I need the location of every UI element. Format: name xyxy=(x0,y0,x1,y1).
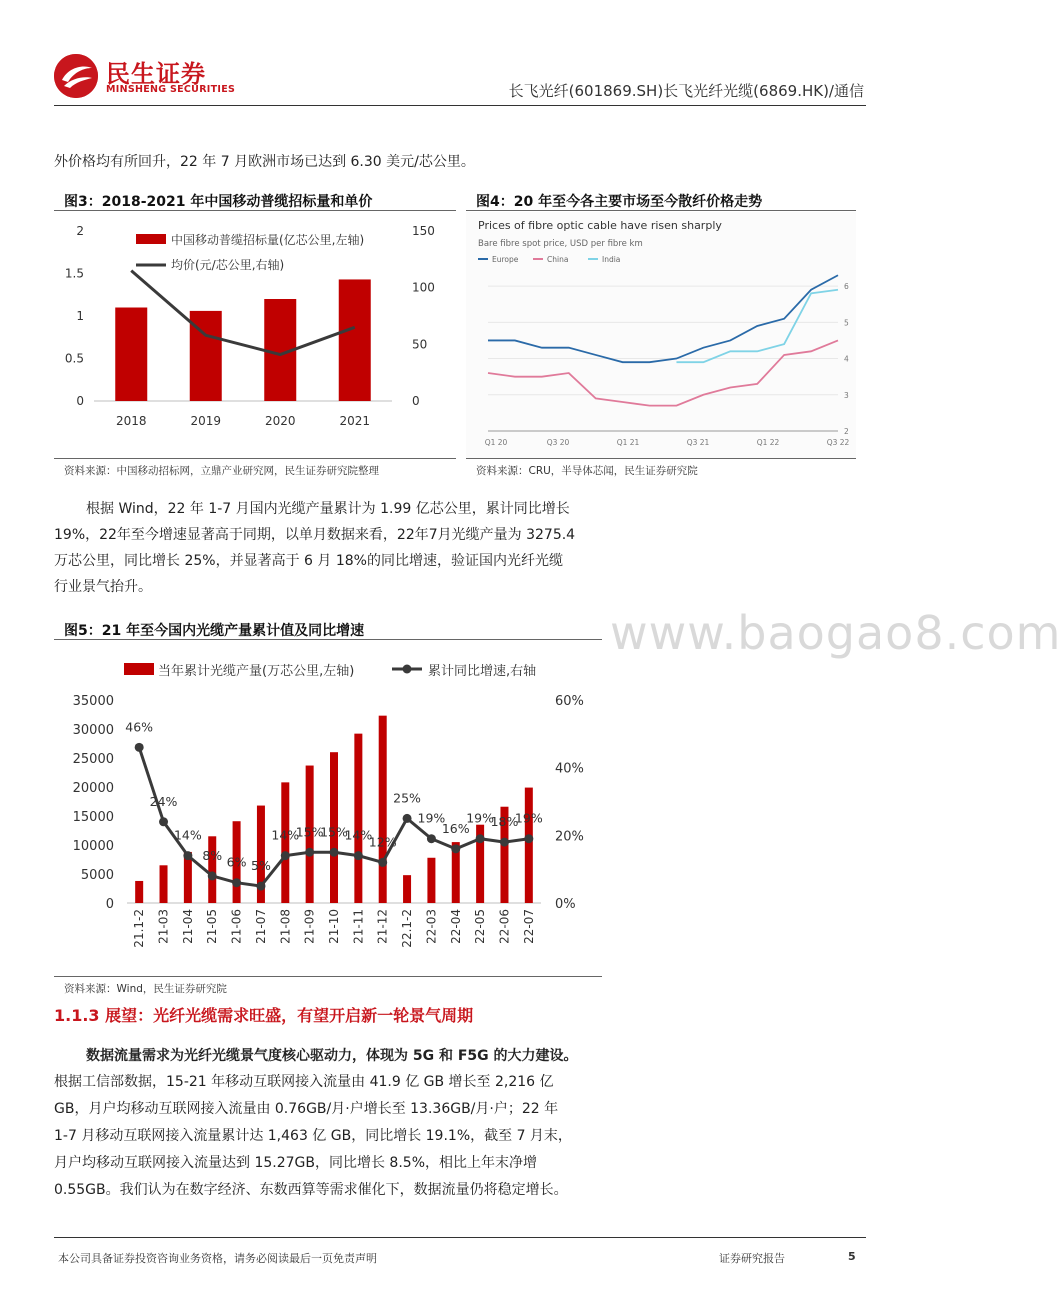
section-line-2: GB，月户均移动互联网接入流量由 0.76GB/月·户增长至 13.36GB/月·户；22 年 xyxy=(54,1101,559,1117)
fig5-x-tick: 21-10 xyxy=(327,909,341,944)
paragraph-mid-line-4: 行业景气抬升。 xyxy=(54,579,152,595)
paragraph-mid-line-2: 19%，22年至今增速显著高于同期，以单月数据来看，22年7月光缆产量为 3275.4 xyxy=(54,527,576,543)
fig5-data-label: 19% xyxy=(514,810,543,826)
fig4-y-tick: 4 xyxy=(844,354,849,364)
fig5-data-label: 15% xyxy=(295,824,324,840)
section-line-5: 0.55GB。我们认为在数字经济、东数西算等需求催化下，数据流量仍将稳定增长。 xyxy=(54,1182,568,1198)
fig5-data-label: 14% xyxy=(344,827,373,843)
paragraph-mid-line-3: 万芯公里，同比增长 25%，并显著高于 6 月 18%的同比增速，验证国内光纤光缆 xyxy=(54,553,563,569)
fig5-data-label: 19% xyxy=(417,810,446,826)
fig5-data-label: 6% xyxy=(226,854,247,870)
fig3-bottom-rule xyxy=(54,458,456,459)
fig3-y-left-tick: 2 xyxy=(76,224,84,238)
fig5-y-left-tick: 15000 xyxy=(72,810,114,825)
fig5-line-point xyxy=(159,817,168,826)
fig3-y-left-tick: 0 xyxy=(76,394,84,408)
fig4-chart-title: Prices of fibre optic cable have risen sharply xyxy=(478,219,722,232)
fig5-bar xyxy=(354,734,362,903)
fig5-data-label: 14% xyxy=(271,827,300,843)
fig5-line-point xyxy=(232,878,241,887)
fig3-y-right-tick: 100 xyxy=(412,280,435,295)
fig5-line-point xyxy=(427,834,436,843)
fig5-x-tick: 22.1-2 xyxy=(400,909,415,948)
fig5-data-label: 15% xyxy=(320,824,348,840)
fig4-x-tick: Q3 20 xyxy=(546,438,570,447)
fig3-x-tick: 2020 xyxy=(264,414,296,428)
fig5-data-label: 8% xyxy=(202,847,223,863)
fig3-y-left-tick: 0.5 xyxy=(64,351,84,366)
fig4-x-tick: Q1 22 xyxy=(756,438,780,447)
fig5-line-point xyxy=(378,858,387,867)
fig5-line-point xyxy=(281,851,290,860)
fig5-line-point xyxy=(330,848,339,857)
fig5-source: 资料来源：Wind，民生证券研究院 xyxy=(64,983,227,995)
footer-report-type: 证券研究报告 xyxy=(719,1252,785,1265)
fig5-y-right-tick: 0% xyxy=(555,897,576,912)
fig4-y-tick: 5 xyxy=(844,318,849,328)
footer-disclaimer: 本公司具备证券投资咨询业务资格，请务必阅读最后一页免责声明 xyxy=(58,1252,377,1265)
fig5-x-tick: 22-05 xyxy=(473,909,488,944)
section-line-4: 月户均移动互联网接入流量达到 15.27GB，同比增长 8.5%，相比上年末净增 xyxy=(54,1155,537,1171)
section-heading: 1.1.3 展望：光纤光缆需求旺盛，有望开启新一轮景气周期 xyxy=(54,1006,474,1025)
fig4-legend-label: India xyxy=(602,255,621,264)
fig5-x-tick: 21.1-2 xyxy=(132,909,147,948)
fig5-legend-line-label: 累计同比增速,右轴 xyxy=(428,664,537,679)
fig5-x-tick: 21-05 xyxy=(205,909,220,944)
fig3-x-tick: 2021 xyxy=(339,414,371,428)
fig5-line-point xyxy=(183,851,192,860)
fig4-title: 图4：20 年至今各主要市场至今散纤价格走势 xyxy=(476,194,763,210)
fig5-title-rule xyxy=(54,639,602,640)
fig3-legend-bar-swatch xyxy=(136,234,166,244)
fig5-y-right-tick: 20% xyxy=(555,829,584,845)
fig5-y-left-tick: 5000 xyxy=(80,868,114,883)
fig5-data-label: 16% xyxy=(441,820,470,836)
fig5-data-label: 5% xyxy=(251,858,271,874)
brand-name-en: MINSHENG SECURITIES xyxy=(106,84,236,95)
brand-logo-icon xyxy=(54,54,98,98)
section-line-3: 1-7 月移动互联网接入流量累计达 1,463 亿 GB，同比增长 19.1%，截至 7 月末， xyxy=(54,1128,572,1144)
fig5-line-point xyxy=(354,851,363,860)
fig3-title: 图3：2018-2021 年中国移动普缆招标量和单价 xyxy=(64,194,373,210)
fig5-line-point xyxy=(135,743,144,752)
fig5-line-point xyxy=(305,848,314,857)
fig5-line-point xyxy=(476,834,485,843)
fig5-line-point xyxy=(524,834,533,843)
fig4-legend-label: Europe xyxy=(492,255,519,264)
fig5-y-left-tick: 30000 xyxy=(72,723,114,738)
fig5-bar xyxy=(281,782,289,903)
footer-divider xyxy=(54,1237,866,1238)
fig4-chart-subtitle: Bare fibre spot price, USD per fibre km xyxy=(478,239,643,249)
fig5-data-label: 19% xyxy=(466,810,495,826)
fig5-x-tick: 21-09 xyxy=(302,909,317,944)
fig4-x-tick: Q3 21 xyxy=(686,438,710,447)
fig5-y-left-tick: 35000 xyxy=(72,694,114,709)
fig5-data-label: 25% xyxy=(393,790,421,806)
fig3-legend-bar-label: 中国移动普缆招标量(亿芯公里,左轴) xyxy=(171,233,365,247)
fig5-y-left-tick: 20000 xyxy=(72,781,114,796)
fig3-y-right-tick: 150 xyxy=(412,224,435,238)
report-title: 长飞光纤(601869.SH)长飞光纤光缆(6869.HK)/通信 xyxy=(508,82,864,100)
fig3-price-line xyxy=(131,271,355,355)
fig3-y-right-tick: 0 xyxy=(412,394,420,408)
fig4-title-rule xyxy=(466,210,856,211)
fig5-bar xyxy=(208,836,216,903)
fig5-chart xyxy=(54,648,602,976)
fig5-x-tick: 22-04 xyxy=(448,909,463,944)
fig5-line-point xyxy=(208,871,217,880)
paragraph-mid-line-1: 根据 Wind，22 年 1-7 月国内光缆产量累计为 1.99 亿芯公里，累计同比增长 xyxy=(86,501,570,517)
fig5-x-tick: 21-07 xyxy=(253,909,268,944)
fig5-x-tick: 21-08 xyxy=(278,909,293,944)
fig3-y-left-tick: 1 xyxy=(76,309,84,323)
fig5-line-point xyxy=(403,814,412,823)
fig5-bar xyxy=(525,788,533,903)
fig4-legend-label: China xyxy=(547,255,569,264)
fig4-y-tick: 2 xyxy=(844,427,849,436)
fig5-bottom-rule xyxy=(54,976,602,977)
fig5-x-tick: 22-03 xyxy=(424,909,439,944)
fig3-x-tick: 2018 xyxy=(115,414,147,428)
paragraph-top: 外价格均有所回升，22 年 7 月欧洲市场已达到 6.30 美元/芯公里。 xyxy=(54,154,475,170)
fig5-data-label: 46% xyxy=(125,719,154,735)
section-lead: 数据流量需求为光纤光缆景气度核心驱动力，体现为 5G 和 F5G 的大力建设。 xyxy=(86,1048,578,1064)
fig5-y-right-tick: 40% xyxy=(555,761,584,777)
fig5-x-tick: 21-12 xyxy=(375,909,390,944)
fig5-bar xyxy=(379,716,387,903)
header-divider xyxy=(54,105,866,106)
fig4-y-tick: 6 xyxy=(844,282,849,292)
fig5-x-tick: 21-06 xyxy=(229,909,244,944)
section-line-1: 根据工信部数据，15-21 年移动互联网接入流量由 41.9 亿 GB 增长至 2,216 亿 xyxy=(54,1074,554,1090)
fig5-line-point xyxy=(500,838,509,847)
fig5-y-left-tick: 25000 xyxy=(72,752,114,767)
fig4-x-tick: Q1 21 xyxy=(616,438,640,447)
page-number: 5 xyxy=(848,1250,856,1263)
fig4-y-tick: 3 xyxy=(844,390,849,400)
fig3-title-rule xyxy=(54,210,456,211)
fig5-data-label: 14% xyxy=(173,827,202,843)
fig4-chart xyxy=(466,212,856,458)
fig3-legend-line-label: 均价(元/芯公里,右轴) xyxy=(171,258,285,272)
fig5-x-tick: 21-03 xyxy=(156,909,171,944)
fig5-legend-bar-swatch xyxy=(124,663,154,675)
fig5-bar xyxy=(135,881,143,903)
fig3-x-tick: 2019 xyxy=(190,414,222,428)
fig5-bar xyxy=(403,875,411,903)
fig5-bar xyxy=(160,865,168,903)
fig3-chart xyxy=(54,214,456,459)
fig5-line-point xyxy=(256,882,265,891)
fig5-y-right-tick: 60% xyxy=(555,694,584,709)
fig3-y-right-tick: 50 xyxy=(412,337,428,352)
fig5-data-label: 18% xyxy=(490,814,519,830)
fig5-title: 图5：21 年至今国内光缆产量累计值及同比增速 xyxy=(64,623,365,639)
fig5-legend-bar-label: 当年累计光缆产量(万芯公里,左轴) xyxy=(158,664,355,679)
fig4-x-tick: Q3 22 xyxy=(826,438,850,447)
watermark: www.baogao8.com xyxy=(610,606,1061,660)
fig3-y-left-tick: 1.5 xyxy=(64,266,84,281)
fig4-source: 资料来源：CRU，半导体芯闻，民生证券研究院 xyxy=(476,465,698,477)
fig5-bar xyxy=(427,858,435,903)
fig5-y-left-tick: 10000 xyxy=(72,839,114,854)
brand-name-cn: 民生证券 xyxy=(106,60,206,88)
fig5-legend-line-marker xyxy=(403,665,412,674)
fig5-x-tick: 22-06 xyxy=(497,909,512,944)
fig4-x-tick: Q1 20 xyxy=(484,438,508,447)
fig5-data-label: 24% xyxy=(149,793,178,809)
fig3-bar xyxy=(339,279,371,401)
fig3-bar xyxy=(115,308,147,402)
fig5-y-left-tick: 0 xyxy=(105,897,114,912)
fig5-data-label: 12% xyxy=(368,834,397,850)
fig5-x-tick: 21-04 xyxy=(180,909,195,944)
fig5-x-tick: 21-11 xyxy=(351,909,366,944)
fig4-bottom-rule xyxy=(466,458,856,459)
fig3-source: 资料来源：中国移动招标网，立鼎产业研究网，民生证券研究院整理 xyxy=(64,465,379,477)
fig5-x-tick: 22-07 xyxy=(521,909,536,944)
fig5-line-point xyxy=(451,844,460,853)
